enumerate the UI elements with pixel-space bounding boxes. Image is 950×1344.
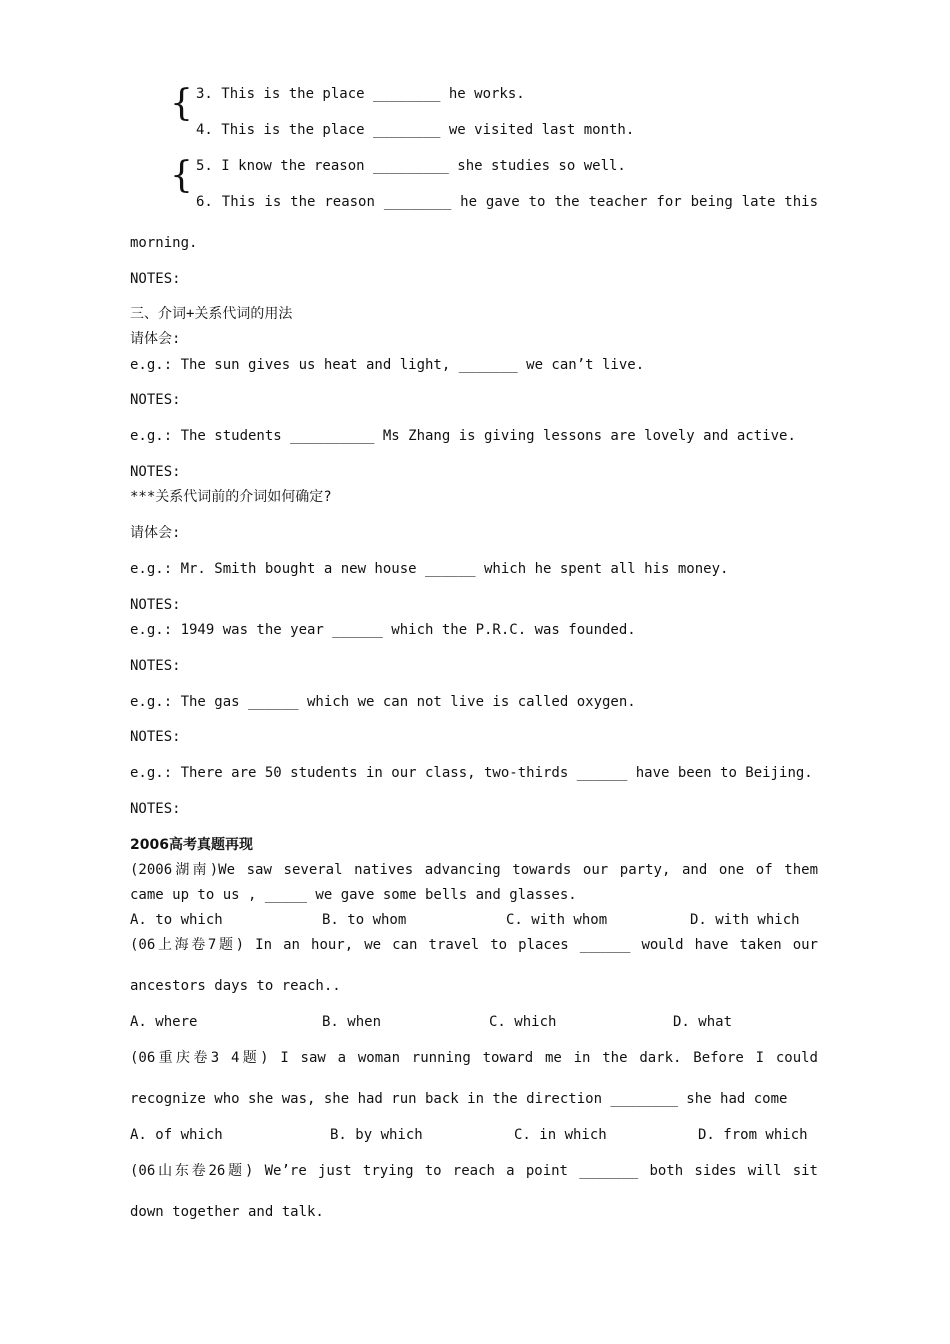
text-line: morning. (130, 235, 198, 251)
exam-question-text: ancestors days to reach.. (130, 978, 341, 994)
example-line: e.g.: There are 50 students in our class, two-thirds ______ have been to Beijing. (130, 765, 813, 781)
notes-label: NOTES: (130, 729, 181, 745)
notes-label: NOTES: (130, 464, 181, 480)
example-line: e.g.: The sun gives us heat and light, _______ we can’t live. (130, 357, 645, 373)
exercise-line-3: 3. This is the place ________ he works. (196, 86, 525, 102)
brace-icon: { (170, 83, 193, 124)
prompt-label: 请体会: (130, 331, 181, 347)
option-d: D. what (673, 1014, 733, 1030)
option-a: A. where (130, 1014, 198, 1030)
exam-question-text: (06上海卷7题) In an hour, we can travel to places ______ would have taken our (130, 937, 818, 953)
example-line: e.g.: Mr. Smith bought a new house ______ which he spent all his money. (130, 561, 729, 577)
notes-label: NOTES: (130, 392, 181, 408)
exam-question-text: (06重庆卷3 4题) I saw a woman running toward me in the dark. Before I could (130, 1050, 818, 1066)
question-heading: ***关系代词前的介词如何确定? (130, 489, 332, 505)
notes-label: NOTES: (130, 271, 181, 287)
option-b: B. by which (330, 1127, 423, 1143)
exam-question-text: (06山东卷26题) We’re just trying to reach a point _______ both sides will sit (130, 1163, 818, 1179)
option-a: A. to which (130, 912, 223, 928)
exam-question-text: down together and talk. (130, 1204, 324, 1220)
prompt-label: 请体会: (130, 525, 181, 541)
option-c: C. in which (514, 1127, 607, 1143)
section-heading: 三、介词+关系代词的用法 (130, 306, 293, 322)
exam-question-text: came up to us , _____ we gave some bells and glasses. (130, 887, 577, 903)
notes-label: NOTES: (130, 801, 181, 817)
exam-question-text: (2006湖南)We saw several natives advancing towards our party, and one of them (130, 862, 818, 878)
example-line: e.g.: 1949 was the year ______ which the P.R.C. was founded. (130, 622, 636, 638)
option-c: C. which (489, 1014, 557, 1030)
option-a: A. of which (130, 1127, 223, 1143)
example-line: e.g.: The gas ______ which we can not live is called oxygen. (130, 694, 636, 710)
option-d: D. with which (690, 912, 800, 928)
exercise-line-5: 5. I know the reason _________ she studies so well. (196, 158, 626, 174)
example-line: e.g.: The students __________ Ms Zhang is giving lessons are lovely and active. (130, 428, 796, 444)
exercise-line-6: 6. This is the reason ________ he gave to the teacher for being late this (196, 194, 818, 210)
exam-section-heading: 2006高考真题再现 (130, 837, 253, 853)
option-b: B. to whom (322, 912, 407, 928)
option-c: C. with whom (506, 912, 608, 928)
brace-icon: { (170, 155, 193, 196)
notes-label: NOTES: (130, 658, 181, 674)
option-d: D. from which (698, 1127, 808, 1143)
option-b: B. when (322, 1014, 382, 1030)
exercise-line-4: 4. This is the place ________ we visited last month. (196, 122, 635, 138)
exam-question-text: recognize who she was, she had run back in the direction ________ she had come (130, 1091, 788, 1107)
notes-label: NOTES: (130, 597, 181, 613)
